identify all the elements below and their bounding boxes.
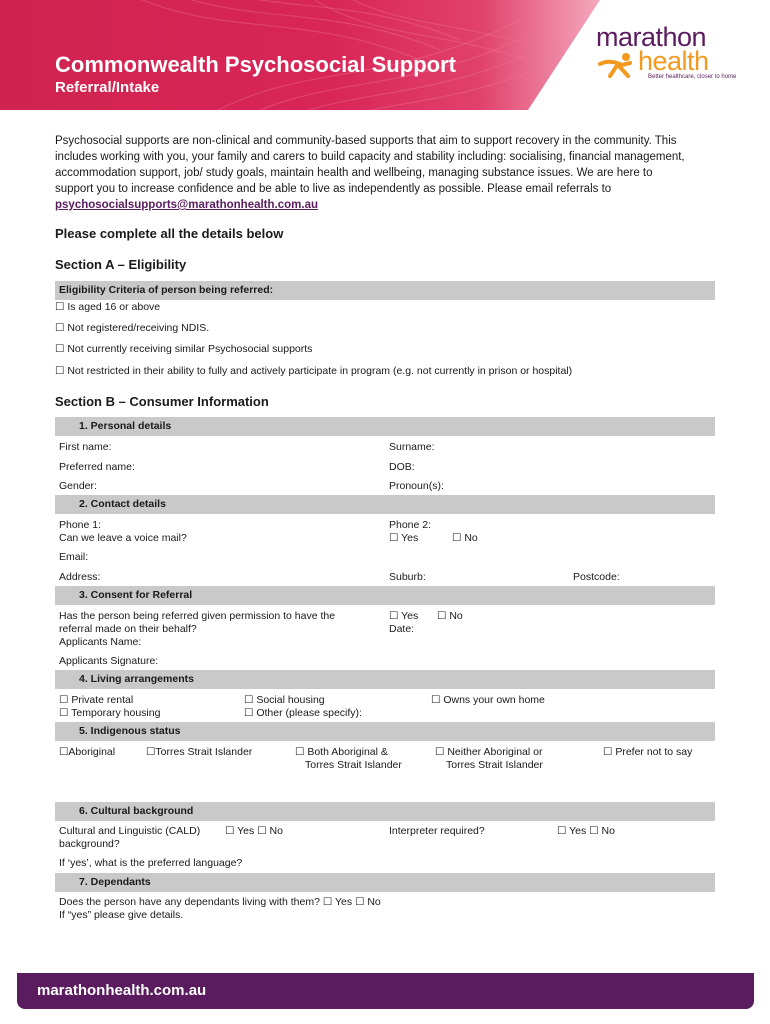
address-label: Address: [59,571,101,583]
eligibility-ndis-checkbox[interactable]: ☐ Not registered/receiving NDIS. [55,322,210,334]
marathon-health-logo [596,22,756,84]
dob-label: DOB: [389,461,415,473]
social-housing-checkbox[interactable]: ☐ Social housing [244,694,325,706]
first-name-label: First name: [59,441,112,453]
both-aboriginal-torres-line2: Torres Strait Islander [305,759,402,771]
both-aboriginal-torres-checkbox[interactable]: ☐ Both Aboriginal & [295,746,388,758]
indigenous-status-bar [55,722,715,741]
consent-bar [55,586,715,605]
logo-tagline: Better healthcare, closer to home [648,74,737,80]
voicemail-question: Can we leave a voice mail? [59,532,187,544]
eligibility-bar-label: Eligibility Criteria of person being referred: [59,284,274,296]
eligibility-bar [55,281,715,300]
dependants-bar [55,873,715,892]
footer-bar [17,973,754,1009]
applicant-name-label: Applicants Name: [59,636,142,648]
consent-question-line1: Has the person being referred given permission to have the [59,610,336,622]
logo-word-marathon: marathon [596,22,707,52]
applicant-signature-label: Applicants Signature: [59,655,159,667]
eligibility-age-checkbox[interactable]: ☐ Is aged 16 or above [55,301,161,313]
consent-yes-checkbox[interactable]: ☐ Yes [389,610,419,622]
preferred-language-question: If ‘yes’, what is the preferred language? [59,857,243,869]
intro-paragraph [55,133,685,213]
section-a-heading: Section A – Eligibility [55,257,187,272]
cultural-background-bar [55,802,715,821]
cald-question-line1: Cultural and Linguistic (CALD) [59,825,201,837]
indigenous-status-bar-label: 5. Indigenous status [79,725,181,737]
consent-date-label: Date: [389,623,415,635]
surname-label: Surname: [389,441,435,453]
aboriginal-checkbox[interactable]: ☐Aboriginal [59,746,116,758]
phone2-label: Phone 2: [389,519,432,531]
torres-strait-checkbox[interactable]: ☐Torres Strait Islander [146,746,253,758]
postcode-label: Postcode: [573,571,620,583]
section-b-heading: Section B – Consumer Information [55,394,269,409]
living-arrangements-bar [55,670,715,689]
dependants-bar-label: 7. Dependants [79,876,151,888]
phone1-label: Phone 1: [59,519,102,531]
owns-home-checkbox[interactable]: ☐ Owns your own home [431,694,545,706]
personal-details-bar-label: 1. Personal details [79,420,172,432]
private-rental-checkbox[interactable]: ☐ Private rental [59,694,134,706]
preferred-name-label: Preferred name: [59,461,135,473]
personal-details-bar [55,417,715,436]
contact-details-bar-label: 2. Contact details [79,498,166,510]
eligibility-similar-supports-checkbox[interactable]: ☐ Not currently receiving similar Psychosocial supports [55,343,313,355]
other-housing-checkbox[interactable]: ☐ Other (please specify): [244,707,362,719]
eligibility-not-restricted-checkbox[interactable]: ☐ Not restricted in their ability to fully and actively participate in program (e.g. not currently in prison or hospital) [55,365,573,377]
consent-question-line2: referral made on their behalf? [59,623,197,635]
page-title: Commonwealth Psychosocial Support [55,52,456,77]
gender-label: Gender: [59,480,97,492]
interpreter-options[interactable]: ☐ Yes ☐ No [557,825,615,837]
instructions-heading: Please complete all the details below [55,226,284,241]
temporary-housing-checkbox[interactable]: ☐ Temporary housing [59,707,161,719]
interpreter-question: Interpreter required? [389,825,485,837]
logo-word-health: health [638,46,709,76]
email-label: Email: [59,551,89,563]
living-arrangements-bar-label: 4. Living arrangements [79,673,194,685]
footer-url[interactable]: marathonhealth.com.au [37,982,207,999]
page-subtitle: Referral/Intake [55,79,160,96]
intro-text: Psychosocial supports are non-clinical and community-based supports that aim to support recovery in the community. This includes working with you, your family and carers to build capacity and stability including: socialising, financial management, accommodation support, job/ study goals, maintain health and wellbeing, managing substance issues. We are here to support you to increase confidence and be able to live as independently as possible. Please email referrals to [55,135,685,195]
dependants-details: If “yes” please give details. [59,909,184,921]
consent-bar-label: 3. Consent for Referral [79,589,193,601]
suburb-label: Suburb: [389,571,426,583]
runner-icon [596,52,640,80]
referral-email-link[interactable]: psychosocialsupports@marathonhealth.com.au [55,199,318,211]
voicemail-yes-checkbox[interactable]: ☐ Yes [389,532,419,544]
cald-options[interactable]: ☐ Yes ☐ No [225,825,283,837]
consent-no-checkbox[interactable]: ☐ No [437,610,463,622]
dependants-question[interactable]: Does the person have any dependants living with them? ☐ Yes ☐ No [59,896,381,908]
neither-line2: Torres Strait Islander [446,759,543,771]
contact-details-bar [55,495,715,514]
voicemail-no-checkbox[interactable]: ☐ No [452,532,478,544]
cultural-background-bar-label: 6. Cultural background [79,805,194,817]
pronouns-label: Pronoun(s): [389,480,444,492]
prefer-not-to-say-checkbox[interactable]: ☐ Prefer not to say [603,746,693,758]
neither-checkbox[interactable]: ☐ Neither Aboriginal or [435,746,543,758]
cald-question-line2: background? [59,838,120,850]
